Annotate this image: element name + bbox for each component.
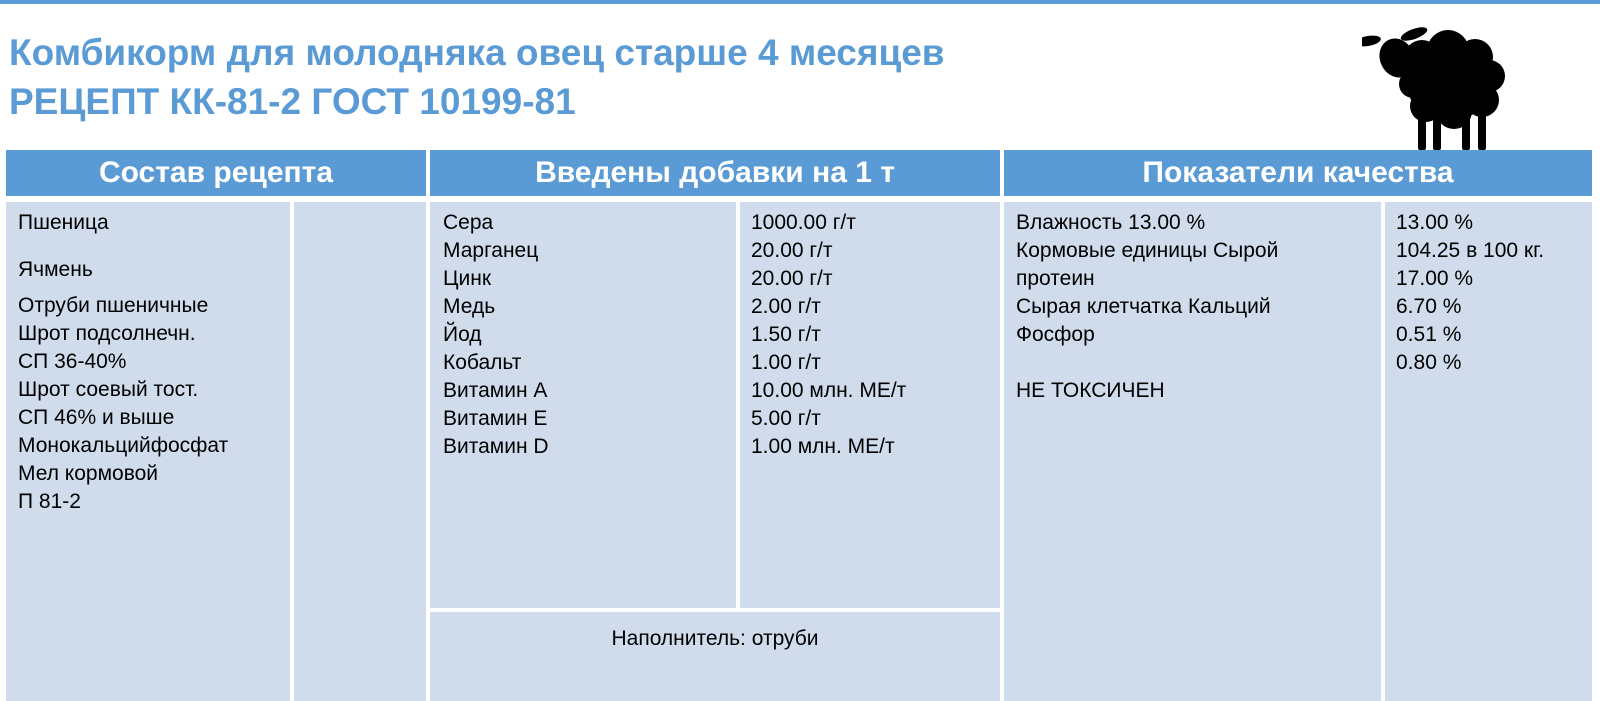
- additive-value: 2.00 г/т: [751, 295, 821, 318]
- quality-value-list: [1396, 209, 1544, 377]
- additives-name-list: [443, 209, 549, 461]
- quality-value: 104.25 в 100 кг.: [1396, 239, 1545, 262]
- toxicity-status: НЕ ТОКСИЧЕН: [1016, 379, 1165, 402]
- header-quality: [1004, 150, 1592, 196]
- quality-value: 17.00 %: [1396, 267, 1474, 290]
- filler-cell: [430, 612, 1000, 701]
- quality-names-cell: [1004, 202, 1381, 701]
- top-rule: [0, 0, 1600, 4]
- composition-item: Отруби пшеничные: [18, 294, 209, 317]
- quality-value: 0.51 %: [1396, 323, 1462, 346]
- additive-name: Сера: [443, 211, 494, 234]
- composition-list: [18, 209, 228, 516]
- composition-values-cell: [294, 202, 426, 701]
- additive-name: Кобальт: [443, 351, 522, 374]
- additive-name: Йод: [443, 323, 482, 346]
- additive-name: Марганец: [443, 239, 539, 262]
- additive-value: 1.00 млн. МЕ/т: [751, 435, 895, 458]
- additive-value: 20.00 г/т: [751, 267, 833, 290]
- composition-item: СП 36-40%: [18, 350, 127, 373]
- additive-name: Витамин А: [443, 379, 548, 402]
- composition-item: Шрот соевый тост.: [18, 378, 199, 401]
- composition-item: П 81-2: [18, 490, 81, 513]
- quality-value: 13.00 %: [1396, 211, 1474, 234]
- header-additives-label: Введены добавки на 1 т: [535, 156, 895, 189]
- quality-value: 0.80 %: [1396, 351, 1462, 374]
- additive-value: 1.00 г/т: [751, 351, 821, 374]
- sheep-icon: [1362, 14, 1522, 154]
- additives-names-cell: [430, 202, 736, 608]
- composition-cell: [6, 202, 290, 701]
- quality-name-list: [1016, 209, 1278, 405]
- header-quality-label: Показатели качества: [1142, 156, 1454, 189]
- additive-value: 1.50 г/т: [751, 323, 821, 346]
- quality-name: Сырая клетчатка Кальций: [1016, 295, 1271, 318]
- additive-value: 1000.00 г/т: [751, 211, 856, 234]
- quality-values-cell: [1385, 202, 1592, 701]
- quality-name: Влажность 13.00 %: [1016, 211, 1206, 234]
- composition-item: Монокальцийфосфат: [18, 434, 229, 457]
- additive-name: Цинк: [443, 267, 492, 290]
- composition-item: Пшеница: [18, 211, 109, 234]
- additive-value: 5.00 г/т: [751, 407, 821, 430]
- composition-item: Шрот подсолнечн.: [18, 322, 196, 345]
- additive-value: 20.00 г/т: [751, 239, 833, 262]
- additives-values-cell: [740, 202, 1000, 608]
- additive-value: 10.00 млн. МЕ/т: [751, 379, 907, 402]
- quality-name: Фосфор: [1016, 323, 1095, 346]
- header-composition-label: Состав рецепта: [98, 156, 334, 189]
- quality-name: Кормовые единицы Сырой: [1016, 239, 1279, 262]
- additive-name: Витамин D: [443, 435, 549, 458]
- header-composition: [6, 150, 426, 196]
- additive-name: Медь: [443, 295, 496, 318]
- additive-name: Витамин Е: [443, 407, 548, 430]
- title-line-1: Комбикорм для молодняка овец старше 4 месяцев: [9, 32, 945, 73]
- quality-value: 6.70 %: [1396, 295, 1462, 318]
- header-additives: [430, 150, 1000, 196]
- composition-item: Ячмень: [18, 258, 93, 281]
- composition-item: Мел кормовой: [18, 462, 159, 485]
- filler-note: Наполнитель: отруби: [611, 627, 819, 650]
- composition-item: СП 46% и выше: [18, 406, 175, 429]
- title-line-2: РЕЦЕПТ КК-81-2 ГОСТ 10199-81: [9, 81, 576, 122]
- quality-name: протеин: [1016, 267, 1095, 290]
- page-title: [9, 28, 945, 126]
- additives-value-list: [751, 209, 906, 461]
